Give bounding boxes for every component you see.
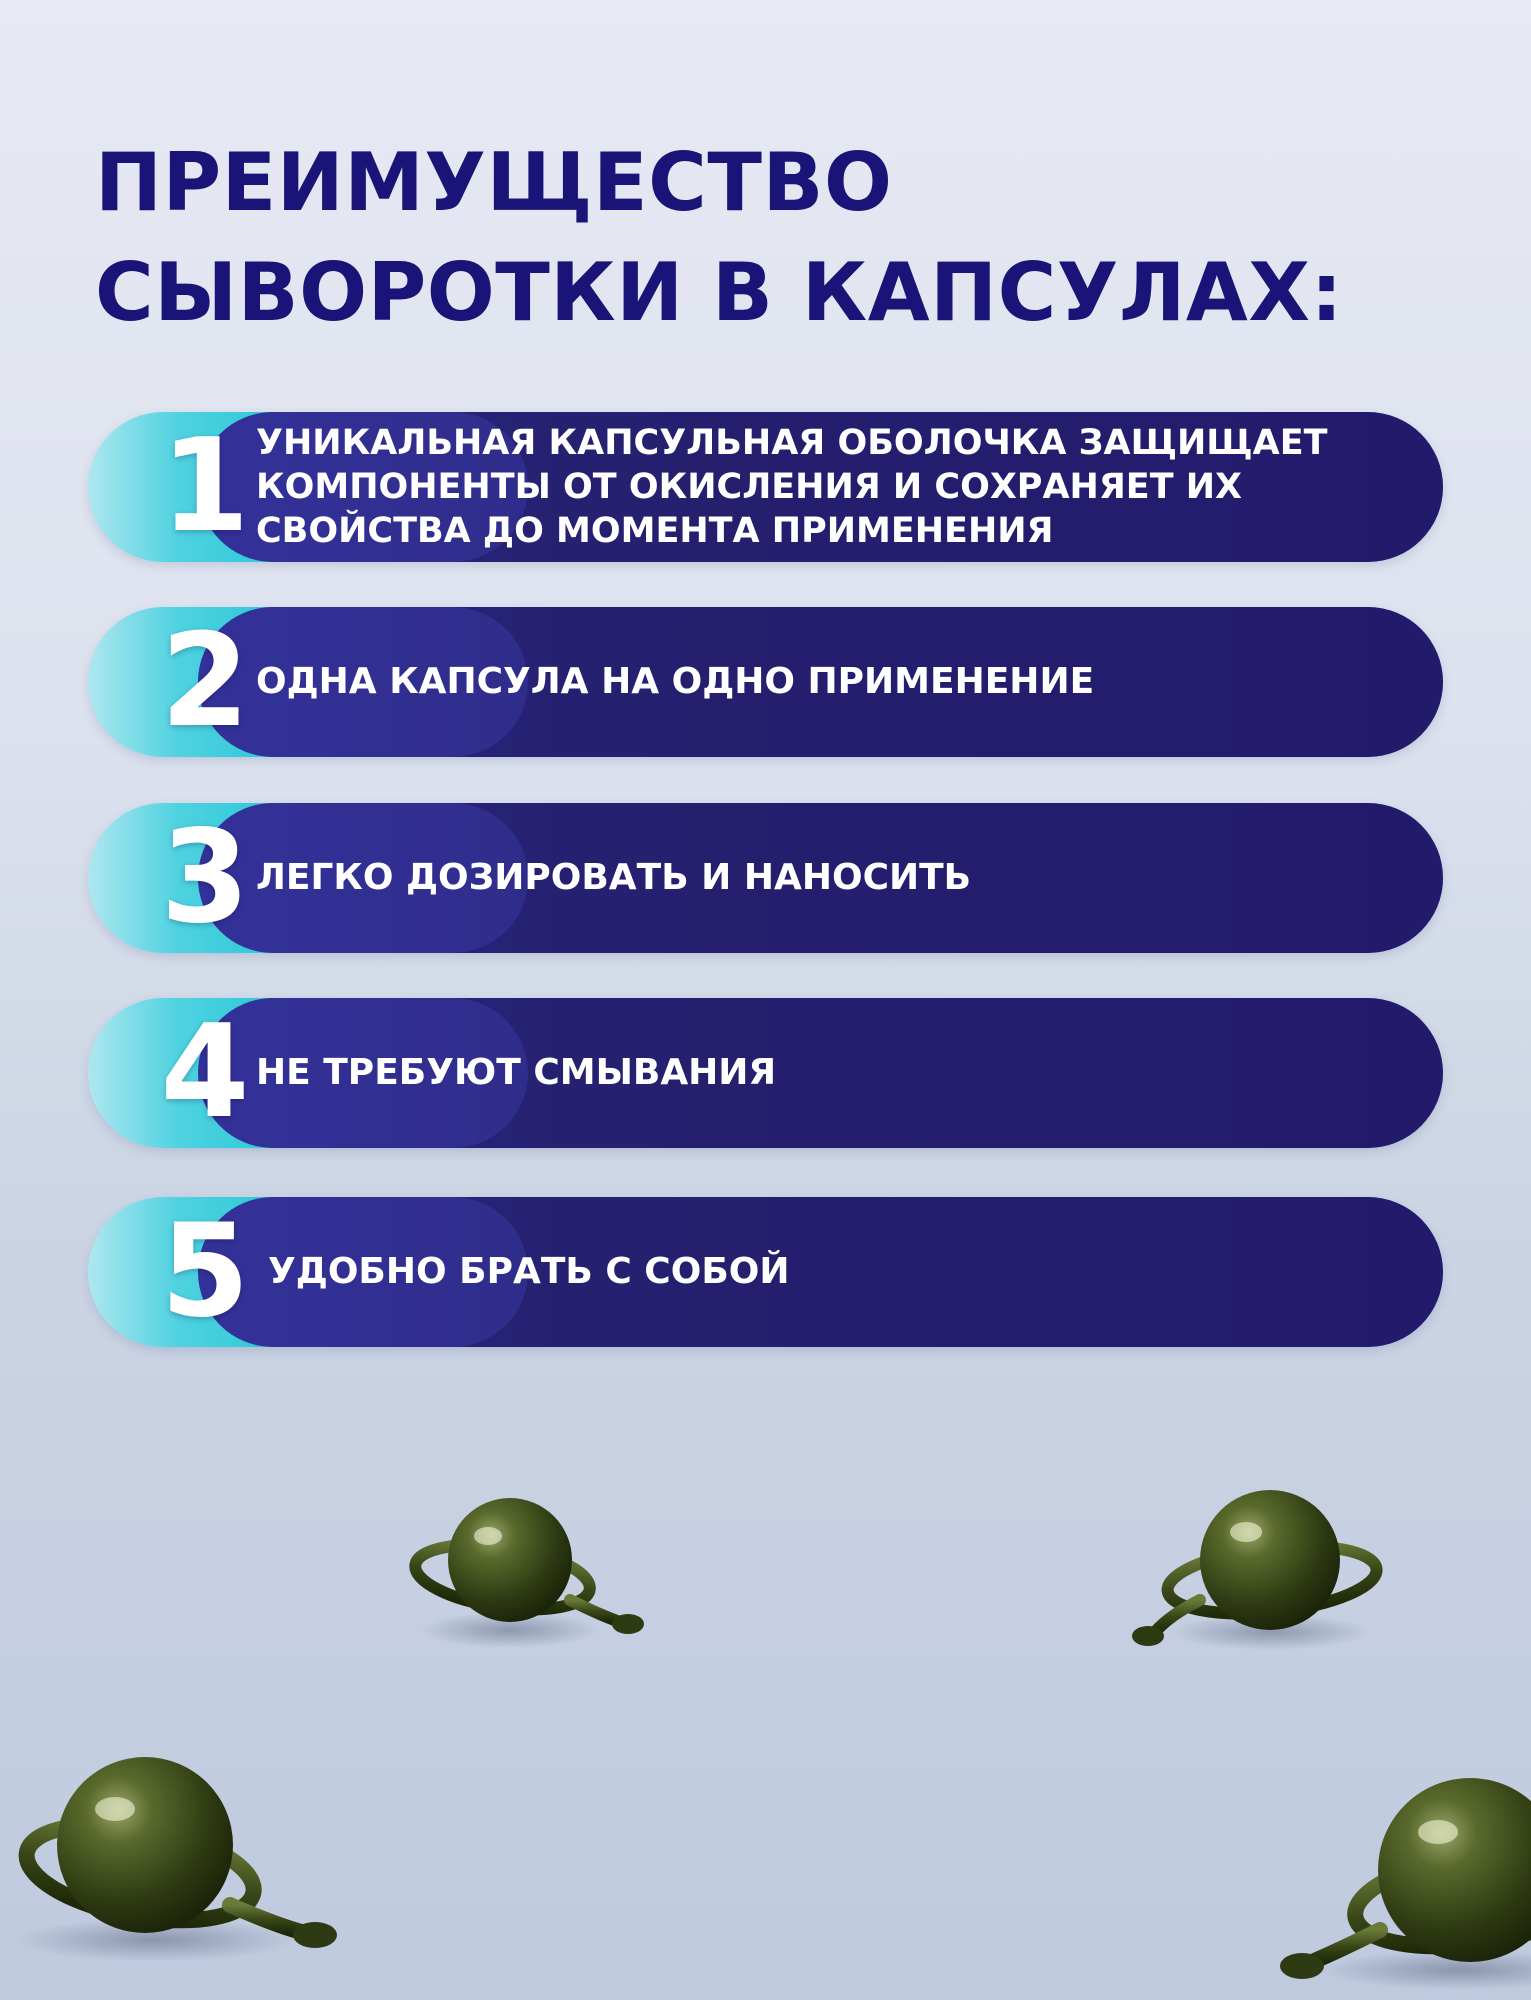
page-title-line-2: СЫВОРОТКИ В КАПСУЛАХ:: [95, 246, 1343, 339]
benefit-item-1: [88, 412, 1443, 562]
capsules-illustration: [0, 1450, 1531, 2000]
capsule-top-left: [411, 1498, 644, 1648]
benefit-number: 3: [160, 803, 246, 952]
benefit-number: 5: [160, 1197, 246, 1346]
benefit-text: ОДНА КАПСУЛА НА ОДНО ПРИМЕНЕНИЕ: [256, 661, 1095, 702]
benefit-item-4: [88, 998, 1443, 1148]
benefit-item-3: [88, 803, 1443, 953]
capsule-top-right: [1132, 1490, 1380, 1650]
benefit-text: УНИКАЛЬНАЯ КАПСУЛЬНАЯ ОБОЛОЧКА ЗАЩИЩАЕТ КОМПОНЕНТЫ ОТ ОКИСЛЕНИЯ И СОХРАНЯЕТ ИХ СВОЙСТВА ДО МОМЕНТА ПРИМЕНЕНИЯ: [256, 423, 1328, 551]
benefit-text: НЕ ТРЕБУЮТ СМЫВАНИЯ: [256, 1052, 777, 1093]
benefit-number: 4: [160, 998, 246, 1147]
capsule-bottom-right: [1280, 1778, 1531, 1990]
page-title-line-1: ПРЕИМУЩЕСТВО: [95, 136, 893, 229]
benefit-item-5: [88, 1197, 1443, 1347]
benefit-number: 2: [160, 607, 246, 756]
benefit-item-2: [88, 607, 1443, 757]
benefit-number: 1: [160, 412, 246, 561]
benefit-text: УДОБНО БРАТЬ С СОБОЙ: [268, 1251, 790, 1292]
page-title: [95, 128, 1475, 348]
capsule-bottom-left: [15, 1757, 337, 1962]
benefit-text: ЛЕГКО ДОЗИРОВАТЬ И НАНОСИТЬ: [256, 857, 972, 898]
